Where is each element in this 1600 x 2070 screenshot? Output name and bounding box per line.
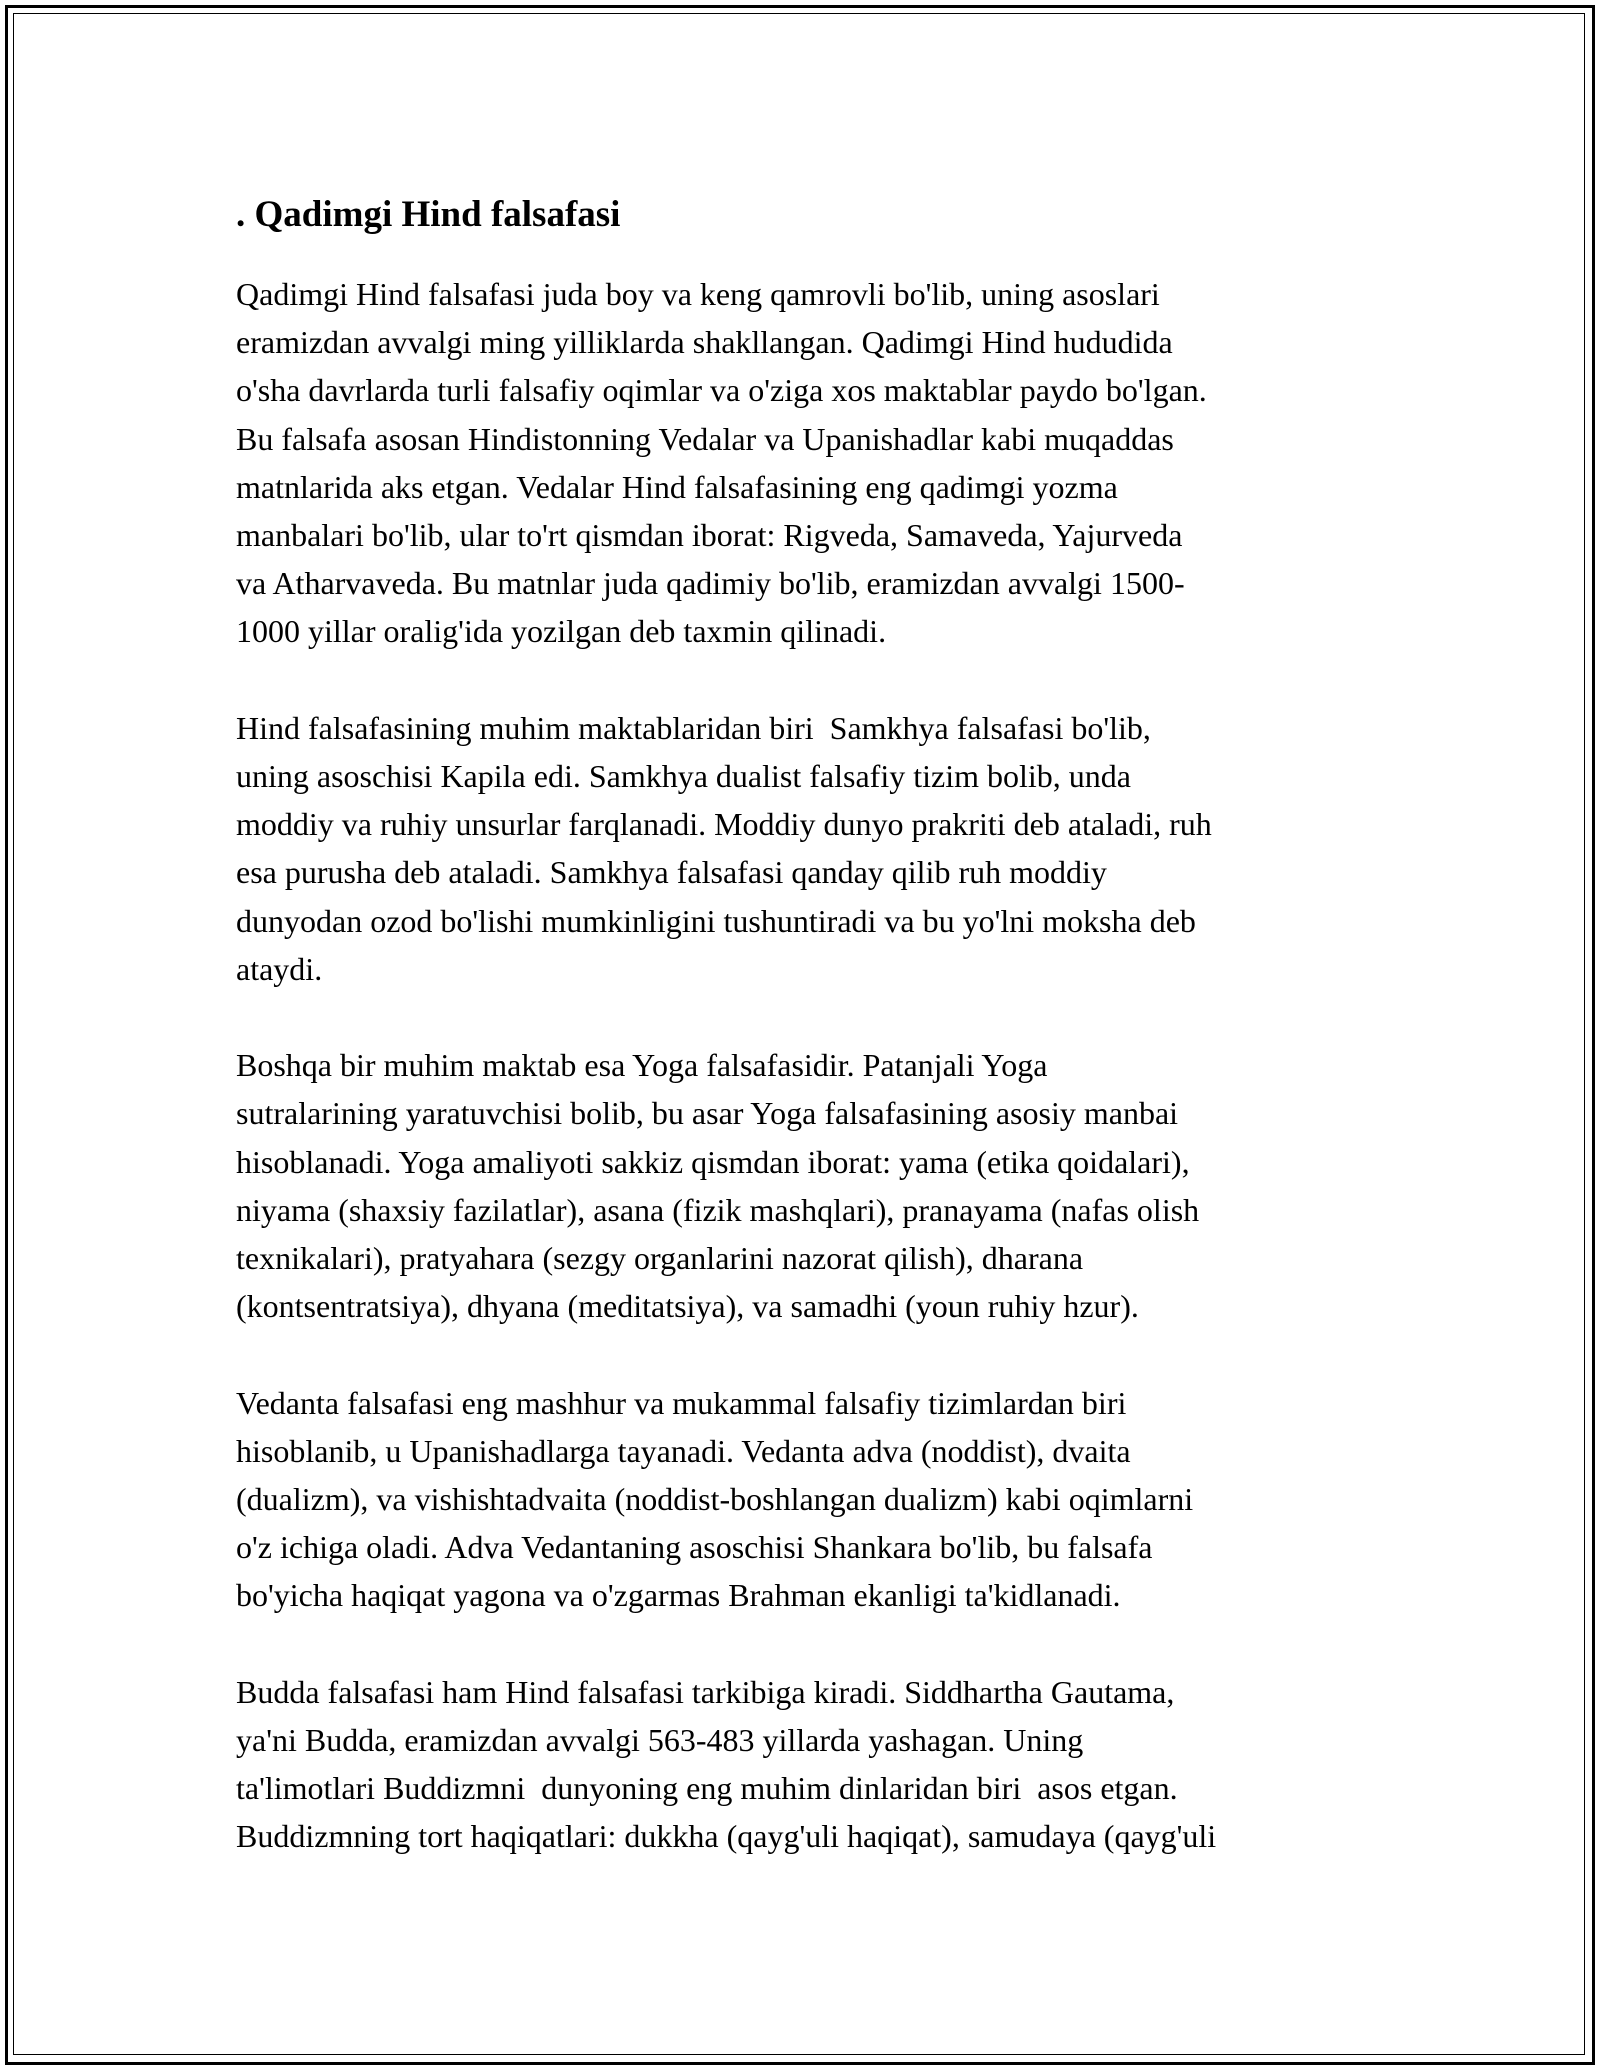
paragraph-vedanta bbox=[236, 1379, 1366, 1620]
text-line: dunyodan ozod bo'lishi mumkinligini tushuntiradi va bu yo'lni moksha deb bbox=[236, 902, 1196, 939]
text-line: Bu falsafa asosan Hindistonning Vedalar va Upanishadlar kabi muqaddas bbox=[236, 420, 1174, 457]
text-line: o'sha davrlarda turli falsafiy oqimlar va o'ziga xos maktablar paydo bo'lgan. bbox=[236, 372, 1207, 409]
text-line: manbalari bo'lib, ular to'rt qismdan iborat: Rigveda, Samaveda, Yajurveda bbox=[236, 517, 1183, 554]
document-body bbox=[236, 186, 1366, 1909]
text-line: Budda falsafasi ham Hind falsafasi tarkibiga kiradi. Siddhartha Gautama, bbox=[236, 1673, 1175, 1710]
text-line: eramizdan avvalgi ming yilliklarda shakllangan. Qadimgi Hind hududida bbox=[236, 324, 1173, 361]
text-line: o'z ichiga oladi. Adva Vedantaning asoschisi Shankara bo'lib, bu falsafa bbox=[236, 1529, 1153, 1566]
paragraph-intro bbox=[236, 270, 1366, 656]
text-line: hisoblanadi. Yoga amaliyoti sakkiz qismdan iborat: yama (etika qoidalari), bbox=[236, 1143, 1190, 1180]
text-line: niyama (shaxsiy fazilatlar), asana (fizik mashqlari), pranayama (nafas olish bbox=[236, 1191, 1200, 1228]
text-line: esa purusha deb ataladi. Samkhya falsafasi qanday qilib ruh moddiy bbox=[236, 854, 1107, 891]
text-line: Vedanta falsafasi eng mashhur va mukammal falsafiy tizimlardan biri bbox=[236, 1384, 1127, 1421]
paragraph-samkhya bbox=[236, 704, 1366, 993]
paragraph-yoga bbox=[236, 1041, 1366, 1330]
text-line: hisoblanib, u Upanishadlarga tayanadi. Vedanta adva (noddist), dvaita bbox=[236, 1432, 1131, 1469]
text-line: ya'ni Budda, eramizdan avvalgi 563-483 yillarda yashagan. Uning bbox=[236, 1722, 1084, 1759]
text-line: matnlarida aks etgan. Vedalar Hind falsafasining eng qadimgi yozma bbox=[236, 468, 1118, 505]
text-line: ta'limotlari Buddizmni dunyoning eng muhim dinlaridan biri asos etgan. bbox=[236, 1770, 1178, 1807]
text-line: va Atharvaveda. Bu matnlar juda qadimiy bo'lib, eramizdan avvalgi 1500- bbox=[236, 565, 1185, 602]
text-line: Buddizmning tort haqiqatlari: dukkha (qayg'uli haqiqat), samudaya (qayg'uli bbox=[236, 1818, 1217, 1855]
text-line: ataydi. bbox=[236, 950, 323, 987]
text-line: 1000 yillar oralig'ida yozilgan deb taxmin qilinadi. bbox=[236, 613, 887, 650]
paragraph-budda bbox=[236, 1668, 1366, 1861]
text-line: (dualizm), va vishishtadvaita (noddist-boshlangan dualizm) kabi oqimlarni bbox=[236, 1481, 1194, 1518]
text-line: moddiy va ruhiy unsurlar farqlanadi. Moddiy dunyo prakriti deb ataladi, ruh bbox=[236, 806, 1212, 843]
text-line: Boshqa bir muhim maktab esa Yoga falsafasidir. Patanjali Yoga bbox=[236, 1047, 1048, 1084]
text-line: uning asoschisi Kapila edi. Samkhya dualist falsafiy tizim bolib, unda bbox=[236, 758, 1131, 795]
text-line: Hind falsafasining muhim maktablaridan biri Samkhya falsafasi bo'lib, bbox=[236, 709, 1151, 746]
text-line: Qadimgi Hind falsafasi juda boy va keng qamrovli bo'lib, uning asoslari bbox=[236, 276, 1160, 312]
text-line: sutralarining yaratuvchisi bolib, bu asar Yoga falsafasining asosiy manbai bbox=[236, 1095, 1179, 1132]
text-line: bo'yicha haqiqat yagona va o'zgarmas Brahman ekanligi ta'kidlanadi. bbox=[236, 1577, 1121, 1614]
text-line: (kontsentratsiya), dhyana (meditatsiya), va samadhi (youn ruhiy hzur). bbox=[236, 1288, 1139, 1325]
page-title: . Qadimgi Hind falsafasi bbox=[236, 194, 621, 235]
text-line: texnikalari), pratyahara (sezgy organlarini nazorat qilish), dharana bbox=[236, 1240, 1084, 1277]
